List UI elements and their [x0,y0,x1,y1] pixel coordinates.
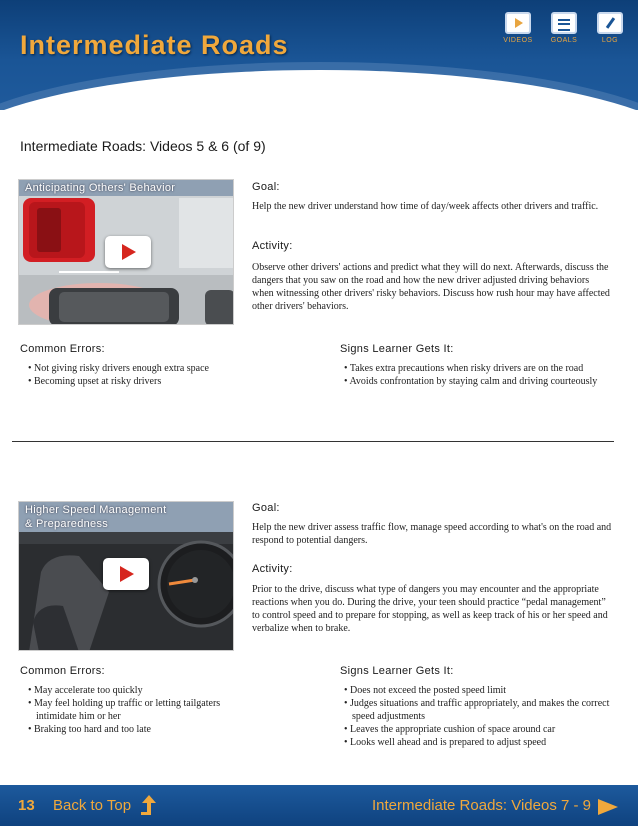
activity-label: Activity: [252,240,293,252]
header-nav [500,12,628,44]
list-item: • Avoids confrontation by staying calm and driving courteously [340,375,632,388]
common-errors-list [24,362,254,388]
videos-nav-label: VIDEOS [503,37,533,44]
activity-label: Activity: [252,563,293,575]
goal-label: Goal: [252,502,280,514]
video-caption [19,502,234,532]
section-divider [12,441,614,442]
goal-label: Goal: [252,181,280,193]
list-item: • Looks well ahead and is prepared to adjust speed [340,736,624,749]
video-icon [505,12,531,34]
goal-text: Help the new driver understand how time of day/week affects other drivers and traffic. [252,201,599,212]
page-header [0,0,638,110]
log-nav-label: LOG [601,37,619,44]
video-caption: Anticipating Others' Behavior [19,180,234,196]
back-to-top-link[interactable]: Back to Top [53,797,132,814]
list-item: • Braking too hard and too late [24,723,254,736]
play-button[interactable] [105,236,151,268]
common-errors-label: Common Errors: [20,665,105,677]
video-thumbnail-higher-speed[interactable] [18,501,234,651]
page-title: Intermediate Roads [20,30,289,60]
goals-nav-label: GOALS [550,37,578,44]
log-icon [597,12,623,34]
signs-label: Signs Learner Gets It: [340,343,454,355]
goals-icon [551,12,577,34]
list-item: • Leaves the appropriate cushion of space around car [340,723,624,736]
activity-text: Observe other drivers' actions and predict what they will do next. Afterwards, discuss the dangers that you saw on the road and how the new driver adjusted driving behaviors when witnessing other drivers' risky behaviors. Discuss how rush hour may have affected other drivers' behaviors. [252,262,610,312]
signs-label: Signs Learner Gets It: [340,665,454,677]
signs-list [340,362,632,388]
video-caption-line-2: & Preparedness [25,518,109,530]
page-footer [0,785,638,826]
common-errors-label: Common Errors: [20,343,105,355]
header-curve [0,70,638,110]
list-item: • Takes extra precautions when risky drivers are on the road [340,362,632,375]
goals-nav-button[interactable] [546,12,582,44]
common-errors-list [24,684,254,736]
list-item: • Does not exceed the posted speed limit [340,684,624,697]
play-button[interactable] [103,558,149,590]
video-caption-line-1: Higher Speed Management [25,504,167,516]
list-item: • May feel holding up traffic or letting tailgaters intimidate him or her [24,697,254,723]
up-arrow-icon[interactable] [140,793,158,817]
activity-text: Prior to the drive, discuss what type of dangers you may encounter and the appropriate reactions when you do. During the drive, your teen should practice “pedal management” to control speed and to prepare for stopping, as well as keep track of his or her speed and verbalize when to brake. [252,584,608,634]
video-thumbnail-anticipating[interactable] [18,179,234,325]
section-title: Intermediate Roads: Videos 5 & 6 (of 9) [20,138,266,154]
log-nav-button[interactable] [592,12,628,44]
signs-list [340,684,624,749]
page-number: 13 [18,797,35,814]
list-item: • Not giving risky drivers enough extra space [24,362,254,375]
list-item: • May accelerate too quickly [24,684,254,697]
videos-nav-button[interactable] [500,12,536,44]
goal-text: Help the new driver assess traffic flow, manage speed according to what's on the road and respond to potential dangers. [252,522,612,546]
list-item: • Judges situations and traffic appropriately, and makes the correct speed adjustments [340,697,624,723]
arrow-right-icon[interactable] [598,799,618,815]
list-item: • Becoming upset at risky drivers [24,375,254,388]
next-section-link[interactable]: Intermediate Roads: Videos 7 - 9 [372,797,592,814]
